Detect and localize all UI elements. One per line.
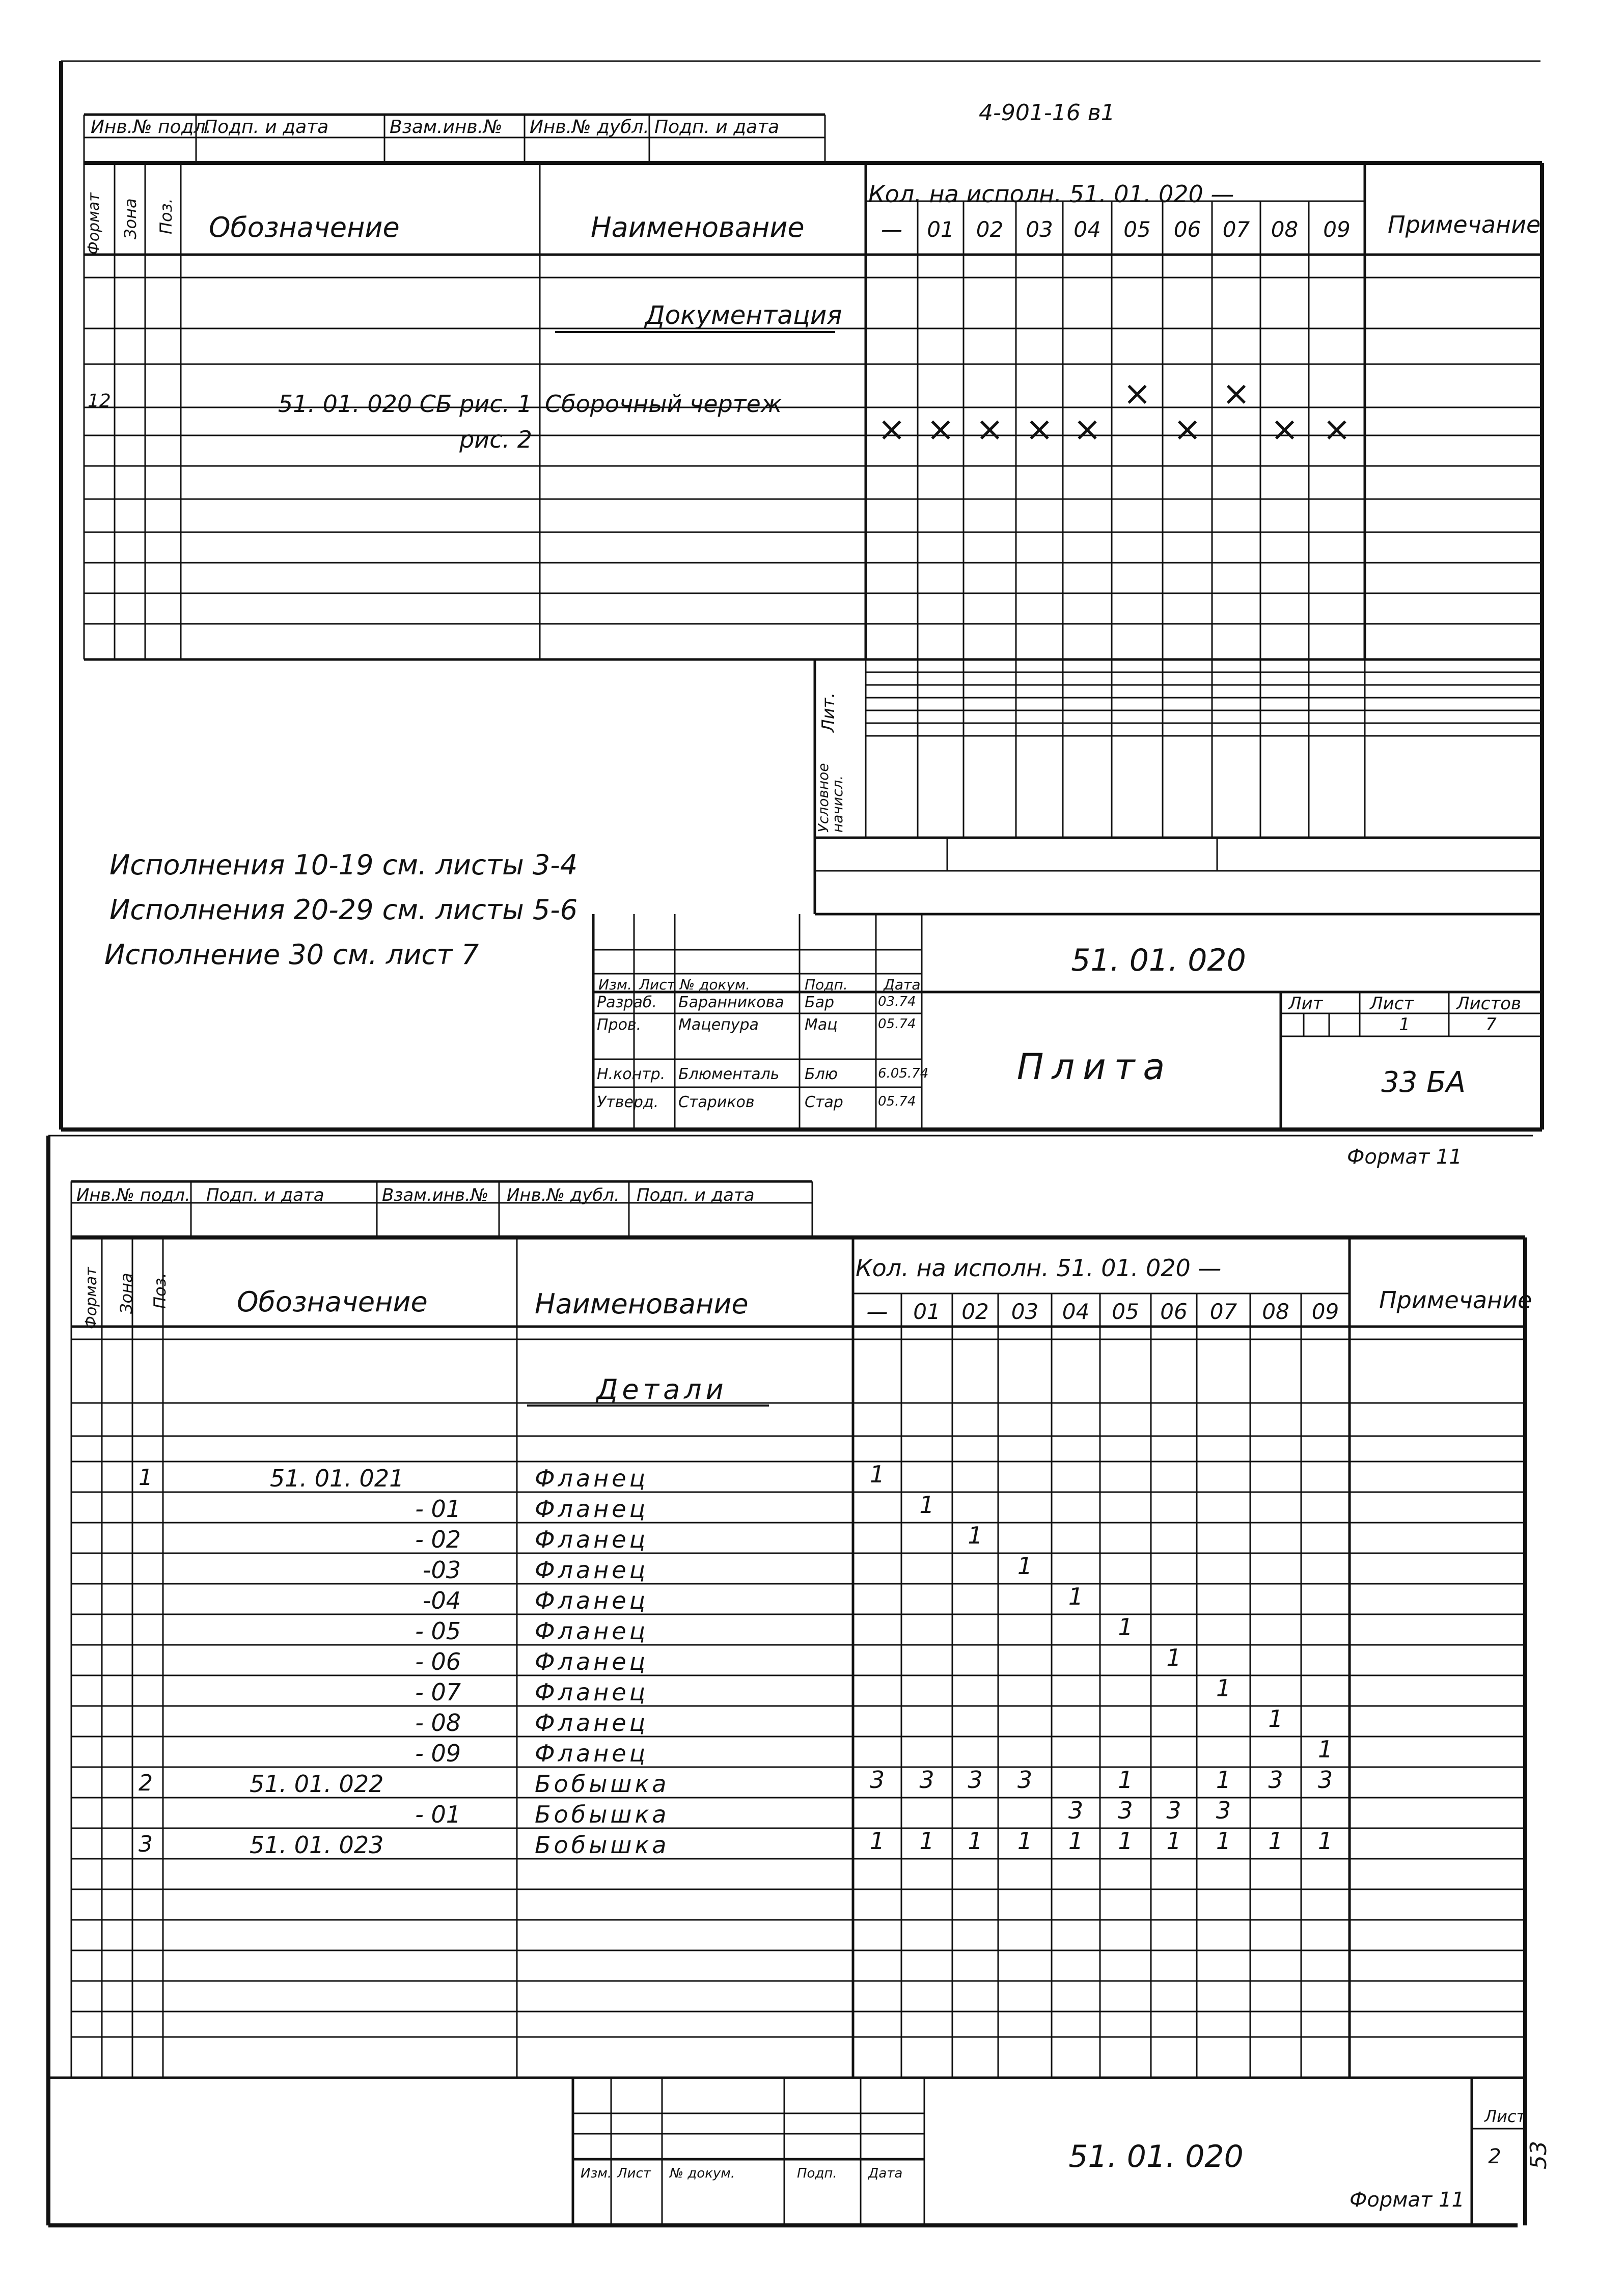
qty2-col-2: 02 [961, 1299, 989, 1324]
tb1-sheet: 1 [1399, 1014, 1410, 1035]
section-documentation: Документация [645, 300, 842, 330]
qty-col-7: 07 [1222, 217, 1250, 242]
row-name: Сборочный чертеж [545, 390, 782, 418]
signatory-role: Разраб. [597, 994, 657, 1011]
tb1-sheet-label: Лист [1370, 994, 1414, 1014]
row-name: Фланец [535, 1556, 648, 1584]
tb1-h-doc: № докум. [680, 976, 751, 993]
hdr2-inv-dubl: Инв.№ дубл. [507, 1185, 620, 1205]
qty-cell: 1 [1017, 1552, 1033, 1580]
cross-mark: × [1123, 374, 1151, 413]
row-name: Бобышка [535, 1770, 670, 1798]
document-id: 4-901-16 в1 [979, 100, 1115, 126]
signatory-name: Блюменталь [678, 1065, 780, 1083]
qty-cell: 1 [869, 1461, 885, 1488]
row-format: 12 [88, 391, 111, 411]
row-designation: - 06 [415, 1648, 461, 1675]
qty-col-4: 04 [1074, 217, 1101, 242]
qty-cell: 3 [1317, 1766, 1333, 1794]
row-name: Фланец [535, 1617, 648, 1645]
qty-cell: 3 [1017, 1766, 1033, 1794]
tb1-org: 33 БА [1381, 1066, 1466, 1099]
qty-cell: 1 [1118, 1827, 1133, 1855]
row-designation: 51. 01. 021 [270, 1465, 404, 1492]
qty-cell: 3 [1268, 1766, 1283, 1794]
col-pos: Поз. [156, 198, 176, 234]
qty-cell: 3 [1216, 1797, 1231, 1824]
hdr-podp-data-2: Подп. и дата [654, 117, 780, 137]
section-details: Детали [596, 1373, 728, 1406]
qty-cell: 1 [1216, 1674, 1231, 1702]
qty-cell: 1 [919, 1827, 934, 1855]
row-name: Бобышка [535, 1801, 670, 1828]
qty-col-2: 02 [976, 217, 1004, 242]
signatory-role: Н.контр. [597, 1065, 666, 1083]
qty2-col-4: 04 [1062, 1299, 1090, 1324]
cross-mark: × [1222, 374, 1251, 413]
qty2-col-7: 07 [1209, 1299, 1237, 1324]
qty-cell: 1 [1118, 1613, 1133, 1641]
tb1-h-date: Дата [884, 976, 921, 993]
signatory-date: 05.74 [878, 1094, 916, 1109]
hdr-vzam-inv: Взам.инв.№ [390, 117, 503, 137]
qty-cell: 3 [1166, 1797, 1181, 1824]
qty2-col-5: 05 [1112, 1299, 1139, 1324]
tb1-h-list: Лист [639, 976, 675, 993]
qty2-col-3: 03 [1011, 1299, 1039, 1324]
row-designation: 51. 01. 022 [250, 1770, 384, 1798]
signatory-name: Баранникова [678, 994, 784, 1011]
cross-mark: × [1025, 409, 1054, 449]
row-name: Фланец [535, 1526, 648, 1553]
col2-pos: Поз. [150, 1273, 170, 1309]
tb1-sheets: 7 [1485, 1014, 1497, 1035]
qty-cell: 3 [869, 1766, 885, 1794]
row-name: Фланец [535, 1709, 648, 1737]
qty2-col-6: 06 [1160, 1299, 1188, 1324]
tb1-code: 51. 01. 020 [1071, 943, 1246, 978]
cross-mark: × [1073, 409, 1102, 449]
qty-cell: 1 [1268, 1705, 1283, 1732]
row-designation: 51. 01. 023 [250, 1831, 384, 1859]
lit-label: Лит. [818, 692, 839, 732]
tb2-sheet-label: Лист [1484, 2107, 1526, 2126]
qty-cell: 1 [1317, 1736, 1333, 1763]
row-name: Фланец [535, 1678, 648, 1706]
signatory-date: 05.74 [878, 1016, 916, 1032]
note-line-2: Исполнения 20-29 см. листы 5-6 [109, 894, 578, 926]
col-designation: Обозначение [209, 211, 400, 243]
row-name: Бобышка [535, 1831, 670, 1859]
qty-col-8: 08 [1271, 217, 1299, 242]
qty-col-3: 03 [1026, 217, 1053, 242]
col2-qty-group: Кол. на исполн. 51. 01. 020 — [856, 1254, 1222, 1282]
qty-cell: 1 [869, 1827, 885, 1855]
row-pos: 2 [139, 1770, 153, 1796]
qty-cell: 1 [1166, 1644, 1181, 1671]
signatory-sign: Стар [805, 1093, 843, 1111]
cross-mark: × [1323, 409, 1351, 449]
row-designation: - 02 [415, 1526, 461, 1553]
row-pos: 3 [139, 1831, 153, 1857]
tb2-h-date: Дата [868, 2166, 903, 2181]
tb1-h-izm: Изм. [598, 976, 632, 993]
tb1-h-podp: Подп. [805, 976, 848, 993]
col2-format: Формат [82, 1267, 100, 1329]
qty-cell: 1 [1317, 1827, 1333, 1855]
signatory-role: Утверд. [597, 1093, 659, 1111]
row-designation: 51. 01. 020 СБ рис. 1 [278, 390, 532, 418]
tb2-h-izm: Изм. [581, 2166, 612, 2181]
col-zone: Зона [121, 198, 140, 239]
row-name: Фланец [535, 1740, 648, 1767]
row-designation: - 07 [415, 1678, 461, 1706]
qty-cell: 1 [968, 1522, 983, 1549]
page-stamp: 53 [1526, 2141, 1552, 2169]
cross-mark: × [926, 409, 955, 449]
row-designation: - 01 [415, 1801, 461, 1828]
col2-name: Наименование [535, 1288, 749, 1320]
note-line-1: Исполнения 10-19 см. листы 3-4 [109, 849, 578, 881]
row-designation: - 05 [415, 1617, 461, 1645]
qty-cell: 1 [1268, 1827, 1283, 1855]
cross-mark: × [1270, 409, 1299, 449]
signatory-name: Мацепура [678, 1016, 759, 1034]
qty-col-9: 09 [1323, 217, 1351, 242]
qty-cell: 1 [1068, 1827, 1084, 1855]
qty2-col-1: 01 [913, 1299, 941, 1324]
qty-cell: 1 [919, 1491, 934, 1519]
col2-designation: Обозначение [237, 1286, 428, 1318]
qty-col-0: — [881, 217, 902, 242]
hdr2-inv-podl: Инв.№ подл. [76, 1185, 190, 1205]
qty-cell: 3 [1068, 1797, 1084, 1824]
tb2-h-list: Лист [617, 2166, 651, 2181]
qty-cell: 3 [1118, 1797, 1133, 1824]
row-designation: -03 [422, 1556, 461, 1584]
qty-cell: 3 [919, 1766, 934, 1794]
qty2-col-9: 09 [1311, 1299, 1339, 1324]
qty2-col-8: 08 [1262, 1299, 1289, 1324]
row-name: Фланец [535, 1587, 648, 1614]
col2-zone: Зона [117, 1273, 136, 1314]
qty-cell: 1 [1118, 1766, 1133, 1794]
tb2-code: 51. 01. 020 [1068, 2139, 1244, 2174]
hdr2-podp-data-2: Подп. и дата [637, 1185, 755, 1205]
hdr-podp-data: Подп. и дата [204, 117, 329, 137]
qty-col-6: 06 [1173, 217, 1201, 242]
signatory-sign: Блю [805, 1065, 838, 1083]
qty-cell: 1 [1166, 1827, 1181, 1855]
signatory-sign: Мац [805, 1016, 838, 1034]
row-name: Фланец [535, 1648, 648, 1675]
row-designation: - 08 [415, 1709, 461, 1737]
tb2-h-podp: Подп. [797, 2166, 837, 2181]
cross-mark: × [1173, 409, 1202, 449]
row-designation: -04 [422, 1587, 461, 1614]
signatory-name: Стариков [678, 1093, 755, 1111]
qty-cell: 1 [1068, 1583, 1084, 1610]
qty-cell: 3 [968, 1766, 983, 1794]
qty2-col-0: — [866, 1299, 888, 1324]
tb2-sheet: 2 [1488, 2145, 1501, 2168]
row-designation: рис. 2 [459, 426, 532, 453]
hdr2-vzam-inv: Взам.инв.№ [382, 1185, 489, 1205]
conditional-label: Условное начисл. [815, 763, 846, 833]
hdr2-podp-data: Подп. и дата [206, 1185, 324, 1205]
qty-cell: 1 [1216, 1766, 1231, 1794]
signatory-date: 6.05.74 [878, 1066, 929, 1081]
col-qty-group: Кол. на исполн. 51. 01. 020 — [868, 180, 1234, 208]
tb2-h-doc: № докум. [670, 2166, 735, 2181]
col-name: Наименование [591, 211, 805, 243]
qty-cell: 1 [1216, 1827, 1231, 1855]
row-name: Фланец [535, 1495, 648, 1523]
qty-col-5: 05 [1123, 217, 1151, 242]
col-note: Примечание [1388, 211, 1541, 238]
qty-cell: 1 [968, 1827, 983, 1855]
tb1-lit-label: Лит [1288, 994, 1323, 1014]
hdr-inv-podl: Инв.№ подл. [91, 117, 211, 137]
row-name: Фланец [535, 1465, 648, 1492]
cross-mark: × [877, 409, 906, 449]
qty-cell: 1 [1017, 1827, 1033, 1855]
qty-col-1: 01 [927, 217, 954, 242]
tb1-sheets-label: Листов [1456, 994, 1522, 1014]
signatory-date: 03.74 [878, 994, 916, 1009]
note-line-3: Исполнение 30 см. лист 7 [104, 939, 479, 971]
tb1-title: Плита [1016, 1046, 1173, 1088]
hdr-inv-dubl: Инв.№ дубл. [530, 117, 649, 137]
row-designation: - 09 [415, 1740, 461, 1767]
format-label-1: Формат 11 [1347, 1145, 1462, 1169]
col2-note: Примечание [1379, 1286, 1532, 1314]
signatory-role: Пров. [597, 1016, 642, 1034]
col-format: Формат [85, 192, 103, 255]
cross-mark: × [975, 409, 1004, 449]
row-designation: - 01 [415, 1495, 461, 1523]
row-pos: 1 [139, 1465, 153, 1491]
format-label-2: Формат 11 [1350, 2188, 1465, 2212]
signatory-sign: Бар [805, 994, 835, 1011]
